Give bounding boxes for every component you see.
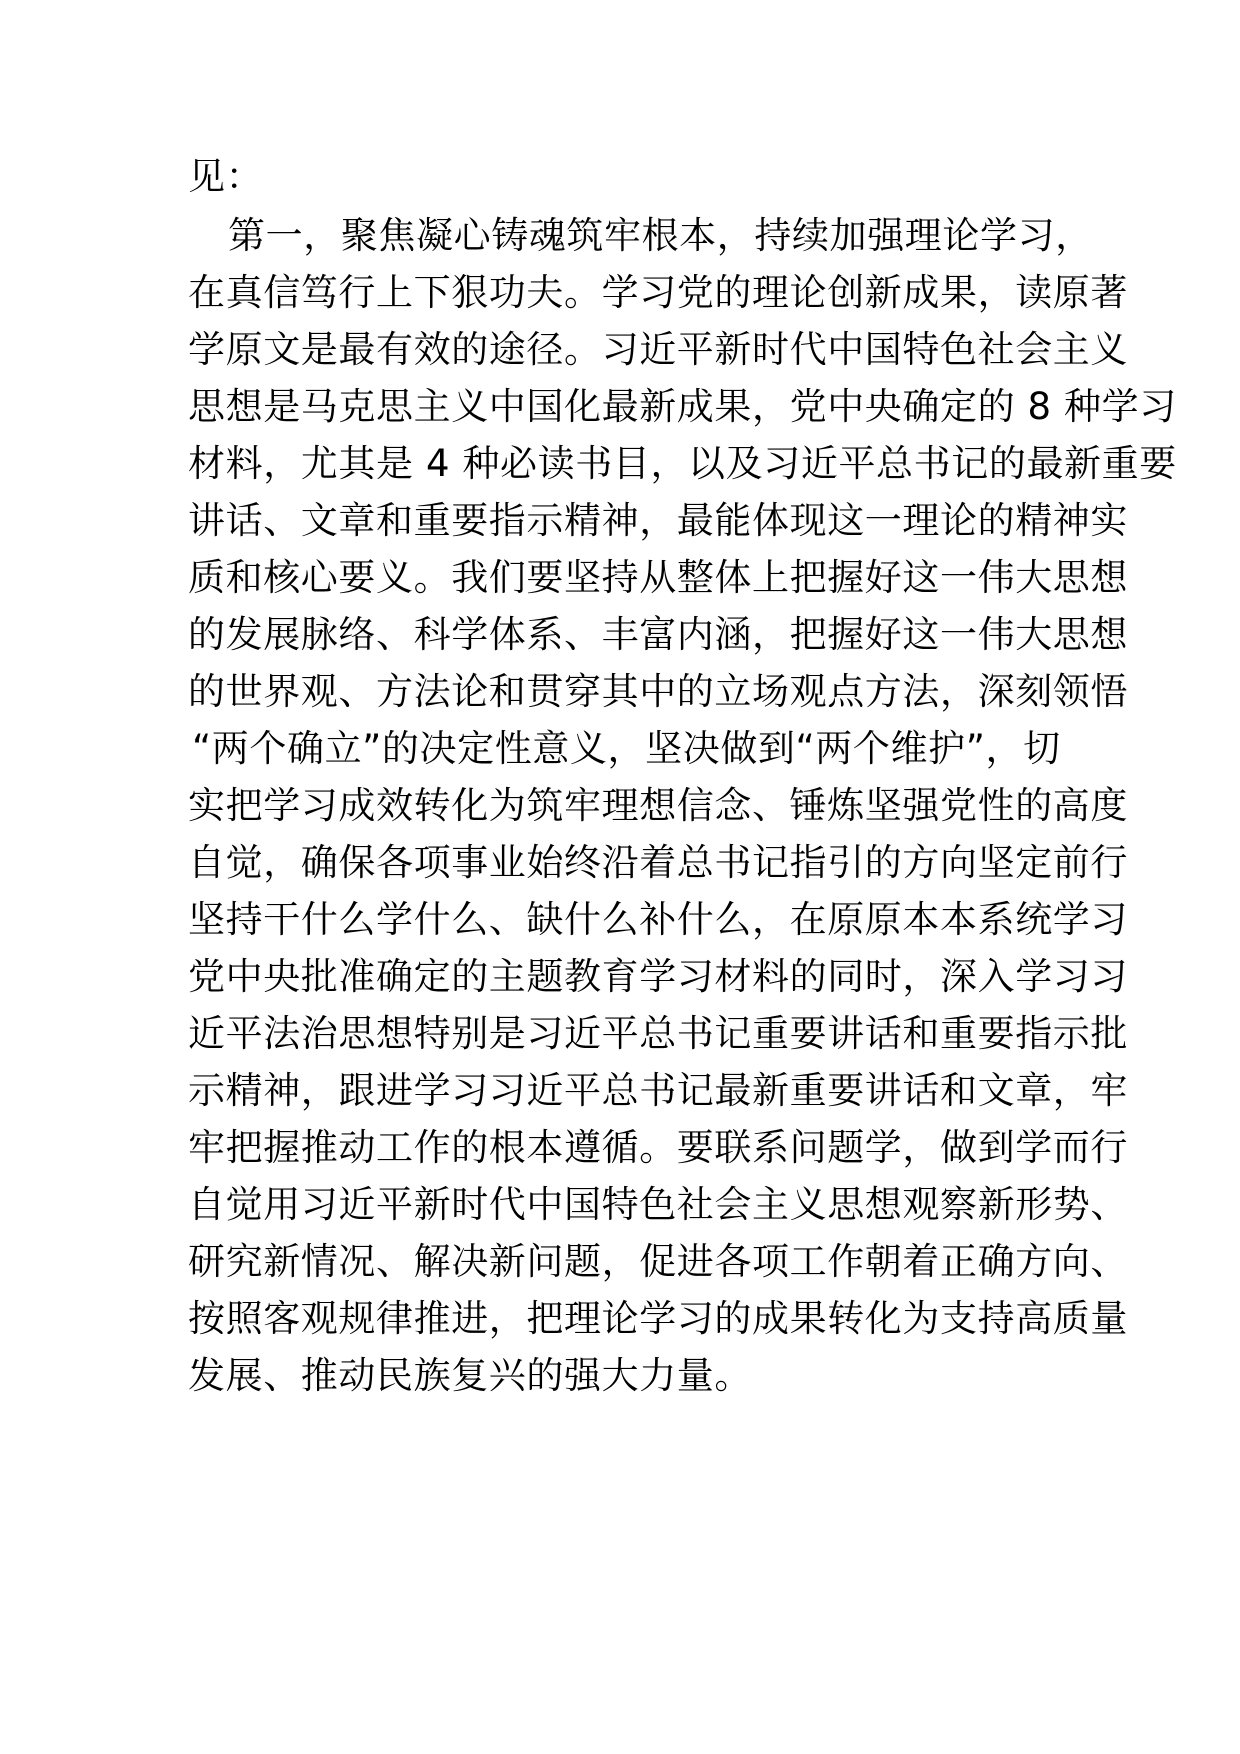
text-line: 坚持干什么学什么、缺什么补什么，在原原本本系统学习 — [188, 898, 1128, 941]
text-line: “两个确立”的决定性意义，坚决做到“两个维护”，切 — [192, 727, 1061, 770]
text-line: 党中央批准确定的主题教育学习材料的同时，深入学习习 — [188, 955, 1128, 998]
text-line: 质和核心要义。我们要坚持从整体上把握好这一伟大思想 — [188, 556, 1128, 599]
text-line: 材料，尤其是 4 种必读书目，以及习近平总书记的最新重要 — [188, 442, 1177, 485]
text-line: 近平法治思想特别是习近平总书记重要讲话和重要指示批 — [188, 1012, 1128, 1055]
text-line: 自觉，确保各项事业始终沿着总书记指引的方向坚定前行 — [188, 841, 1128, 884]
text-line: 的发展脉络、科学体系、丰富内涵，把握好这一伟大思想 — [188, 613, 1128, 656]
text-line: 讲话、文章和重要指示精神，最能体现这一理论的精神实 — [188, 499, 1128, 542]
text-line: 发展、推动民族复兴的强大力量。 — [188, 1354, 752, 1397]
text-line: 学原文是最有效的途径。习近平新时代中国特色社会主义 — [188, 328, 1128, 371]
text-line: 的世界观、方法论和贯穿其中的立场观点方法，深刻领悟 — [188, 670, 1128, 713]
text-line: 自觉用习近平新时代中国特色社会主义思想观察新形势、 — [188, 1183, 1128, 1226]
text-line: 见： — [188, 155, 264, 198]
text-line: 示精神，跟进学习习近平总书记最新重要讲话和文章，牢 — [188, 1069, 1128, 1112]
text-line: 牢把握推动工作的根本遵循。要联系问题学，做到学而行 — [188, 1126, 1128, 1169]
text-line: 实把学习成效转化为筑牢理想信念、锤炼坚强党性的高度 — [188, 784, 1128, 827]
text-line: 思想是马克思主义中国化最新成果，党中央确定的 8 种学习 — [188, 385, 1177, 428]
text-line: 按照客观规律推进，把理论学习的成果转化为支持高质量 — [188, 1297, 1128, 1340]
text-line: 在真信笃行上下狠功夫。学习党的理论创新成果，读原著 — [188, 271, 1128, 314]
text-line: 研究新情况、解决新问题，促进各项工作朝着正确方向、 — [188, 1240, 1128, 1283]
paragraph-first-line: 第一，聚焦凝心铸魂筑牢根本，持续加强理论学习， — [228, 214, 1093, 257]
